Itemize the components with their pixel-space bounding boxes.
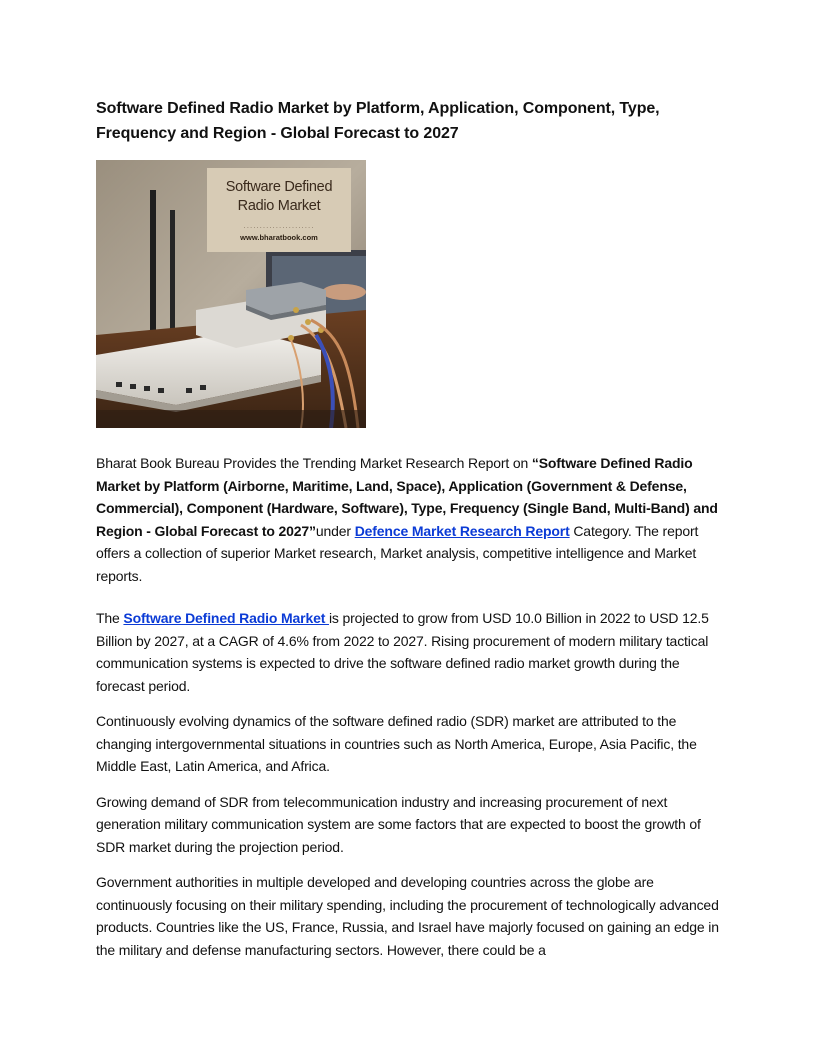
under-text: under — [315, 522, 355, 539]
report-title-bold: “Software Defined Radio Market by Platform (Airborne, Maritime, Land, Space), Application (Government & Defense, Commercial), Component (Hardware, Software), Type, Frequency (Single Band, Multi-Band) and Region - Global Forecast to 2027” — [96, 455, 718, 539]
hero-image — [96, 160, 366, 428]
defence-report-link[interactable]: Defence Market Research Report — [354, 522, 570, 539]
market-paragraph — [96, 607, 720, 697]
hero-overlay-box — [207, 168, 351, 252]
dynamics-paragraph: Continuously evolving dynamics of the software defined radio (SDR) market are attributed to the changing intergovernmental situations in countries such as North America, Europe, Asia Pacific, the Middle East, Latin America, and Africa. — [96, 713, 697, 774]
market-tail-text: is projected to grow from USD 10.0 Billion in 2022 to USD 12.5 Billion by 2027, at a CAGR of 4.6% from 2022 to 2027. Rising procurement of modern military tactical communication systems is expected to drive the software defined radio market growth during the forecast period. — [96, 610, 709, 694]
intro-tail-text: Category. The report offers a collection of superior Market research, Market analysis, competitive intelligence and Market reports. — [96, 522, 699, 584]
document-page — [96, 96, 720, 974]
demand-paragraph: Growing demand of SDR from telecommunication industry and increasing procurement of next generation military communication system are some factors that are expected to boost the growth of SDR market during the projection period. — [96, 793, 701, 855]
page-title: Software Defined Radio Market by Platform, Application, Component, Type, Frequency and Region - Global Forecast to 2027 — [96, 100, 660, 142]
intro-text: Bharat Book Bureau Provides the Trending Market Research Report on — [96, 455, 532, 471]
intro-paragraph — [96, 452, 720, 587]
hero-overlay-dots: ...................... — [243, 221, 315, 230]
hero-overlay-title: Software Defined Radio Market — [225, 179, 333, 214]
market-the-text: The — [96, 610, 124, 626]
government-paragraph: Government authorities in multiple developed and developing countries across the globe are continuously focusing on their military spending, including the procurement of technologically advanced products. Countries like the US, France, Russia, and Israel have majorly focused on gaining an edge in the military and defense manufacturing sectors. However, there could be a — [96, 874, 719, 958]
hero-overlay-url: www.bharatbook.com — [240, 233, 318, 242]
sdr-market-link[interactable]: Software Defined Radio Market — [123, 610, 329, 626]
